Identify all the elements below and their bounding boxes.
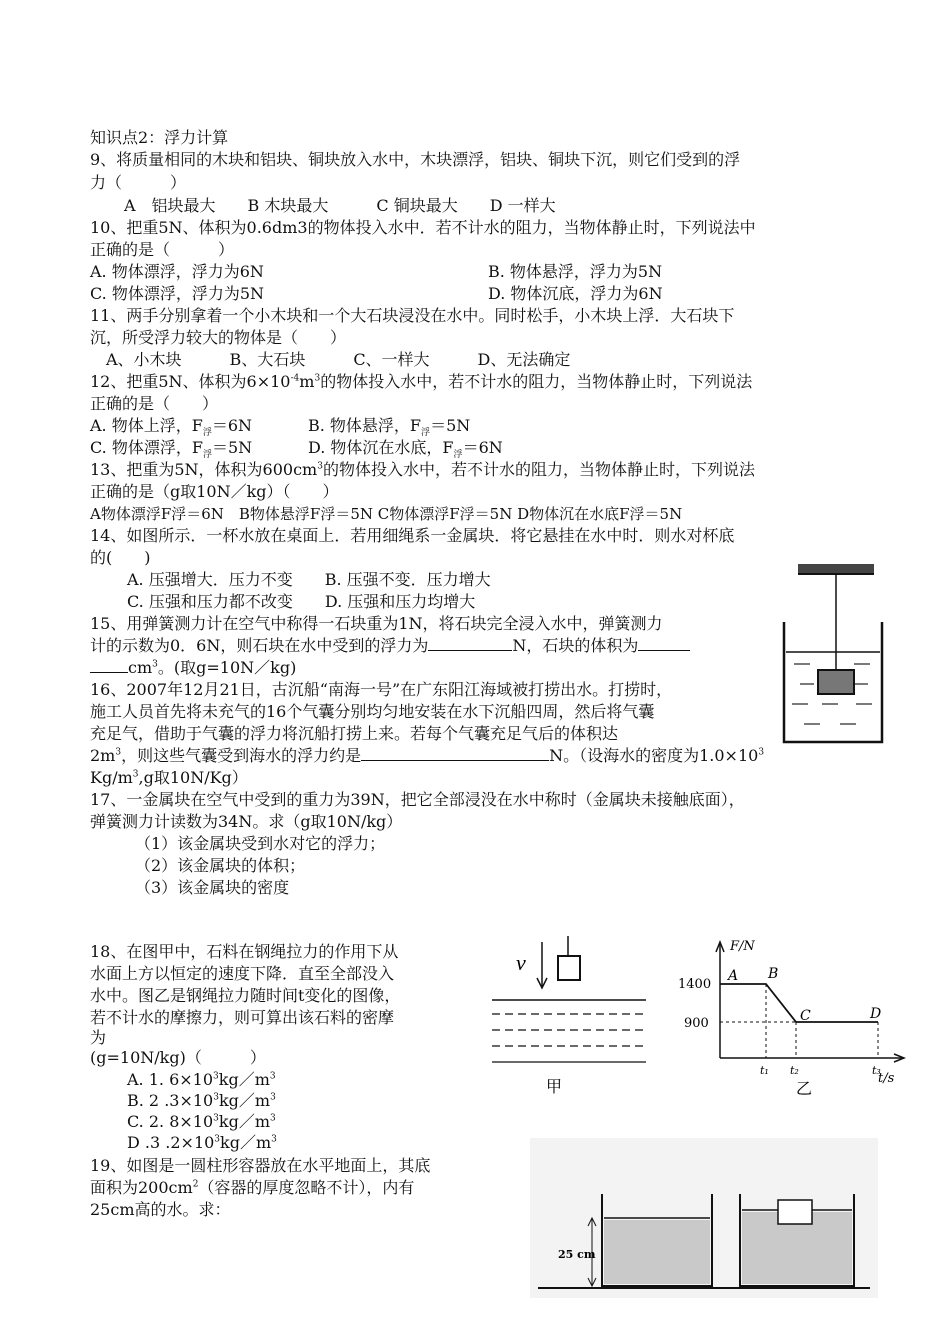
q14-options-cd: C. 压强和压力都不改变 D. 压强和压力均增大 xyxy=(127,592,476,611)
q19-line3: 25cm高的水。求： xyxy=(90,1200,231,1219)
section-title: 知识点2：浮力计算 xyxy=(90,128,229,147)
point-d-label: D xyxy=(870,1006,882,1022)
q12-option-b: B. 物体悬浮，$F_浮=5N$ xyxy=(308,416,471,439)
q16-line4: $2m^3$，则这些气囊受到海水的浮力约是 N。（设海水的密度为$1.0\times 10^3$ xyxy=(90,746,765,765)
t3-label: t₃ xyxy=(872,1064,881,1077)
q12-line2: 正确的是（ ） xyxy=(90,394,219,413)
q16-line2: 施工人员首先将未充气的16个气囊分别均匀地安装在水下沉船四周，然后将气囊 xyxy=(90,702,655,721)
q12-option-c: C. 物体漂浮，$F_浮=5N$ xyxy=(90,438,253,461)
stone-block xyxy=(558,956,580,980)
answer-blank xyxy=(428,636,512,651)
ceiling-support xyxy=(798,564,874,574)
answer-blank xyxy=(90,658,128,673)
figure-yi-label: 乙 xyxy=(796,1079,813,1098)
y-axis-label: F/N xyxy=(730,939,755,954)
left-water xyxy=(604,1220,710,1284)
q11-options: A、小木块 B、大石块 C、一样大 D、无法确定 xyxy=(106,350,571,369)
q18-line1: 18、在图甲中，石料在钢绳拉力的作用下从 xyxy=(90,942,399,961)
q18-line5: 为 xyxy=(90,1028,107,1047)
q10-option-a: A. 物体漂浮，浮力为6N xyxy=(90,262,264,281)
q15-line3: $cm^3$。(取g=10N／kg) xyxy=(90,658,296,678)
tick-1400: 1400 xyxy=(678,977,712,992)
velocity-label: v xyxy=(516,950,526,975)
figure-yi-graph xyxy=(672,930,912,1100)
q13-line1: 13、把重为5N，体积为$600cm^3$的物体投入水中，若不计水的阻力，当物体静止时，下列说法 xyxy=(90,460,755,479)
q9-line1: 9、将质量相同的木块和铝块、铜块放入水中，木块漂浮，铝块、铜块下沉，则它们受到的浮 xyxy=(90,150,741,169)
q18-option-d: D .3 $.2\times 10^3kg/m^3$ xyxy=(127,1133,277,1152)
x-axis-label: t/s xyxy=(878,1071,895,1086)
tick-900: 900 xyxy=(684,1016,709,1031)
q11-line2: 沉，所受浮力较大的物体是（ ） xyxy=(90,328,347,347)
q16-line1: 16、2007年12月21日，古沉船“南海一号”在广东阳江海域被打捞出水。打捞时， xyxy=(90,680,673,699)
q9-line2: 力（ ） xyxy=(90,173,187,192)
answer-blank xyxy=(638,636,690,651)
q14-line1: 14、如图所示．一杯水放在桌面上．若用细绳系一金属块．将它悬挂在水中时．则水对杯底 xyxy=(90,526,735,545)
q18-option-a: A. 1. $6\times 10^3kg/m^3$ xyxy=(127,1070,276,1089)
metal-block xyxy=(818,670,854,694)
point-a-label: A xyxy=(728,968,739,984)
point-c-label: C xyxy=(800,1008,811,1024)
q18-option-c: C. 2. $8\times 10^3kg/m^3$ xyxy=(127,1112,276,1131)
figure-jia xyxy=(484,930,654,1100)
q19-line2: 面积为$200cm^2$（容器的厚度忽略不计），内有 xyxy=(90,1178,415,1197)
figure-jia-label: 甲 xyxy=(546,1077,563,1096)
q10-option-c: C. 物体漂浮，浮力为5N xyxy=(90,284,265,303)
q14-line2: 的( ) xyxy=(90,548,151,567)
q17-line1: 17、一金属块在空气中受到的重力为39N，把它全部浸没在水中称时（金属块未接触底面）， xyxy=(90,790,745,809)
q9-options: A 铝块最大 B 木块最大 C 铜块最大 D 一样大 xyxy=(124,196,556,215)
height-label: 25 cm xyxy=(558,1248,596,1261)
q17-line2: 弹簧测力计读数为34N。求（g取10N/kg） xyxy=(90,812,403,831)
q18-line4: 若不计水的摩擦力，则可算出该石料的密摩 xyxy=(90,1008,395,1027)
q11-line1: 11、两手分别拿着一个小木块和一个大石块浸没在水中。同时松手，小木块上浮．大石块下 xyxy=(90,306,735,325)
q17-sub3: （3）该金属块的密度 xyxy=(135,878,290,897)
q12-option-d: D. 物体沉在水底，$F_浮=6N$ xyxy=(308,438,503,461)
q15-line2: 计的示数为0．6N，则石块在水中受到的浮力为 N，石块的体积为 xyxy=(90,636,690,656)
answer-blank xyxy=(361,746,549,761)
t1-label: t₁ xyxy=(760,1064,769,1077)
q18-option-b: B. 2 $.3\times 10^3kg/m^3$ xyxy=(127,1091,276,1110)
t2-label: t₂ xyxy=(790,1064,799,1077)
floating-block xyxy=(778,1200,812,1224)
q14-options-ab: A. 压强增大．压力不变 B. 压强不变．压力增大 xyxy=(127,570,491,589)
q10-option-b: B. 物体悬浮，浮力为5N xyxy=(488,262,663,281)
q16-line3: 充足气，借助于气囊的浮力将沉船打捞上来。若每个气囊充足气后的体积达 xyxy=(90,724,619,743)
q10-line1: 10、把重5N、体积为0.6dm3的物体投入水中．若不计水的阻力，当物体静止时，下列说法中 xyxy=(90,218,756,237)
containers-figure xyxy=(530,1138,878,1298)
q15-line1: 15、用弹簧测力计在空气中称得一石块重为1N，将石块完全浸入水中，弹簧测力 xyxy=(90,614,663,633)
q18-line2: 水面上方以恒定的速度下降．直至全部没入 xyxy=(90,964,395,983)
q17-sub1: （1）该金属块受到水对它的浮力； xyxy=(135,834,386,853)
q10-option-d: D. 物体沉底，浮力为6N xyxy=(488,284,663,303)
q18-line6: (g=10N/kg)（ ） xyxy=(90,1048,266,1067)
q18-line3: 水中。图乙是钢绳拉力随时间t变化的图像， xyxy=(90,986,401,1005)
q13-options: A物体漂浮F浮＝6N B物体悬浮F浮＝5N C物体漂浮F浮＝5N D物体沉在水底F浮＝5N xyxy=(90,505,683,523)
q16-line5: $Kg/m^3,g$取10N/Kg） xyxy=(90,768,248,787)
force-line xyxy=(720,984,878,1022)
q12-option-a: A. 物体上浮，$F_浮=6N$ xyxy=(90,416,253,439)
beaker-figure xyxy=(778,560,888,750)
q13-line2: 正确的是（g取10N／kg）（ ） xyxy=(90,482,339,501)
q12-line1: 12、把重5N、体积为$6\times 10^{-4}m^3$的物体投入水中，若不计水的阻力，当物体静止时，下列说法 xyxy=(90,372,753,391)
point-b-label: B xyxy=(768,966,779,982)
q17-sub2: （2）该金属块的体积； xyxy=(135,856,306,875)
q10-line2: 正确的是（ ） xyxy=(90,240,235,259)
q19-line1: 19、如图是一圆柱形容器放在水平地面上，其底 xyxy=(90,1156,431,1175)
